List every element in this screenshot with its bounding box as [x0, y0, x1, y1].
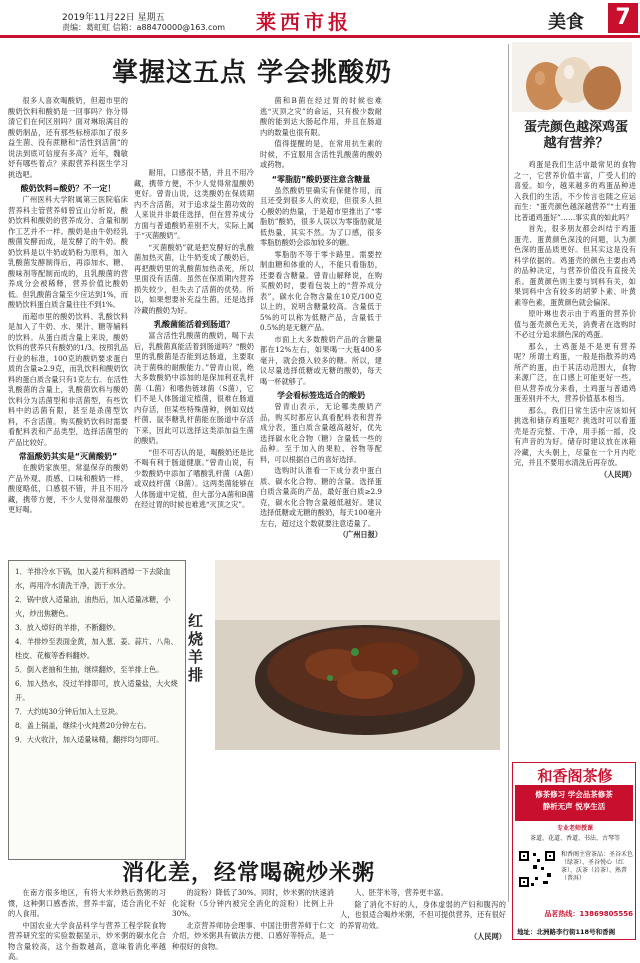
newspaper-logo: 莱西市报	[256, 10, 352, 34]
ad-courses: 茶道、花道、香道、书法、古琴等	[529, 835, 620, 842]
page-number: 7	[608, 3, 638, 33]
ad-address: 地址：北洲路李行街118号和香阁	[517, 928, 616, 936]
page-header	[0, 0, 640, 34]
qr-code-icon	[517, 849, 557, 889]
yogurt-subhead-1: 酸奶饮料=酸奶？不一定！	[20, 184, 116, 193]
recipe-step: 9．大火收汁，加入适量味精，翻拌均匀即可。	[15, 735, 164, 744]
yogurt-subhead-2: 常温酸奶其实是“灭菌酸奶”	[18, 452, 118, 461]
recipe-step: 2．锅中放入适量油，油热后，加入适量冰糖，小火，炒出焦糖色。	[15, 595, 171, 618]
porridge-column-2: 的淀粉）降低了30%。同时，炒米粥的快速消化淀粉（5分钟内被完全消化的淀粉）比例上升30%。 北京营养师协会理事、中国注册营养师于仁文介绍，炒米粥具有做法方便、口感好等特点，是一种很好的食物。	[172, 888, 334, 951]
recipe-step: 1．羊排冷水下锅，加入姜片和料酒焯一下去除血水，再用冷水清洗干净，沥干水分。	[15, 567, 171, 590]
recipe-step: 3．放入焯好的羊排，不断翻炒。	[15, 623, 121, 632]
yogurt-headline: 掌握这五点 学会挑酸奶	[112, 58, 393, 88]
recipe-title: 红烧羊排	[188, 612, 204, 684]
ad-products: 和香阁主营茶品：圣谷禾色（绿茶）、圣谷悦心（红茶）、沃茶（岩茶）、熟普（普洱）	[561, 851, 634, 882]
ad-title: 和香阁茶修	[537, 767, 613, 785]
recipe-step: 5．倒入老抽和生抽，继续翻炒，至羊排上色。	[15, 665, 164, 674]
header-divider	[0, 35, 640, 38]
column-divider	[508, 44, 509, 902]
porridge-column-3: 人、胚芽米等，营养更丰富。 除了消化不好的人，身体虚弱的产妇和腹泻的人，也很适合喝炒米粥，不但可提供营养，还有很好的养胃功效。 （人民网）	[340, 888, 506, 941]
lamb-ribs-photo	[215, 560, 500, 750]
yogurt-source: （广州日报）	[338, 530, 382, 539]
ad-phone: 品茗热线：13869805556	[544, 910, 633, 918]
yogurt-column-3: 菌和B菌在经过胃的时候也难逃“灭顶之灾”的命运，只有极少数耐酸的能到达大肠起作用，并且在肠道内的数量也很有限。 值得提醒的是，在常用抗生素的时候，不宜服用含活性乳酸菌的酸奶或药物。 “零脂肪”酸奶要注意含糖量 虽然酸奶里确实有保健作用，而且还受到很多人的欢迎，但很多人担心酸奶的热量，于是超市里推出了“零脂肪”酸奶，很多人误以为零脂肪就是低热量，其实不然。为了口感，很多零脂肪酸奶会添加较多的糖。 零脂肪不等于零卡路里。需要控制血糖和体重的人，不能只看脂肪，还要看含糖量。曾青山解释说，在购买酸奶时，要看包装上的“营养成分表”，碳水化合物含量在10克/100克以上的，说明含糖量较高。含量低于5%的可以称为低糖产品，含量低于0.5%的是无糖产品。 市面上大多数酸奶产品的含糖量都在12%左右，如果喝一大瓶400多毫升，就会摄入较多的糖。所以，建议尽量选择低糖或无糖的酸奶，每天喝一杯就够了。 学会看标签选适合的酸奶 曾青山表示，无论哪类酸奶产品，购买时都应认真看配料表和营养成分表，蛋白质含量越高越好，优先选择碳水化合物（糖）含量低一些的品种。至于加入的果粒、谷物等配料，可以根据自己的喜好选择。 选购时认准看一下成分表中蛋白质、碳水化合物、糖的含量。选择蛋白质含量高的产品，最好蛋白质≥2.9克，碳水化合物含量越低越好。建议选择低糖或无糖的酸奶，每天100毫升左右，超过这个数就要注意适量了。 （广州日报）	[260, 96, 382, 539]
yogurt-photo-placeholder	[386, 96, 506, 236]
yogurt-column-1: 很多人喜欢喝酸奶，但超市里的酸奶饮料和酸奶是一回事吗？你分得清它们在何区别吗？面对琳琅满目的酸奶制品，还有那些标榜添加了很多益生菌、没有蔗糖和“活性到活菌”的说法到底可信度有多高？近年，魏敏妤有哪些着点？来跟营养科医生学习挑选吧。 酸奶饮料=酸奶？不一定！ 广州医科大学附属第三医院临床营养科主管营养师曾宜山分析说，酸奶饮料和酸奶的营养成分、含量和制作工艺并不一样。酸奶是由牛奶经乳酸菌发酵而成，是发酵了的牛奶。酸奶饮料是以牛奶或奶粉为原料，加入乳酸菌发酵制得后，再添加水、糖、酸味剂等配制而成的，且乳酸菌的营养成分会被稀释，营养价值比酸奶低。但乳酸菌含量至少应达到1%，而酸奶饮料蛋白质含量往往不到1%。 而超市里的酸奶饮料、乳酸饮料是加入了牛奶、水、果汁、糖等辅料的饮料。从蛋白质含量上来说，酸奶饮料的营养只有酸奶的1/3。按照乳品行业的标准，100克的酸奶要求蛋白质的含量≥2.9克，而乳饮料和酸奶饮料的蛋白质含量只有1克左右。在活性乳酸菌的含量上，乳酸菌饮料与酸奶饮料分为活菌型和非活菌型，有些饮料中的活菌有限，甚至是杀菌型饮料，不含活菌。购买酸奶饮料时需要看配料表和产品类型，选择活菌型的产品比较好。 常温酸奶其实是“灭菌酸奶” 在酸奶家族里，常温保存的酸奶产品外观、质感、口味和酸奶一样，酸度略低，口感很不错，并且不用冷藏，携带方便，不少人觉得常温酸奶更好喝。	[8, 96, 128, 514]
yogurt-subhead-4: “零脂肪”酸奶要注意含糖量	[271, 174, 371, 184]
porridge-column-1: 在南方很多地区，有将大米炒熟后熬粥的习惯，这种粥口感香浓，营养丰富，适合消化不好的人食用。 中国农业大学食品科学与营养工程学院食物营养研究室的实验数据显示，炒米粥的碳水化合物含量较高，这个指数越高，意味着消化率越高。	[8, 888, 166, 961]
yogurt-subhead-3: 乳酸菌能活着到肠道？	[154, 320, 234, 329]
egg-headline: 蛋壳颜色越深鸡蛋越有营养？	[523, 120, 628, 151]
recipe-step: 8．盖上锅盖，继续小火炖煮20分钟左右。	[15, 721, 151, 730]
ad-teacher-line: 专业老师授课	[556, 825, 593, 832]
editor-info: 责编：葛虹虹 信箱：a88470000@163.com	[62, 23, 226, 32]
eggs-image	[512, 42, 632, 112]
tea-house-ad	[512, 762, 636, 940]
yogurt-subhead-5: 学会看标签选适合的酸奶	[277, 391, 365, 400]
egg-column: 鸡蛋是我们生活中最常见的食物之一，它营养价值丰富，广受人们的喜爱。如今，越来越多的鸡蛋品种进入我们的生活，不少传言也随之应运而生：“蛋壳颜色越深越营养”“土鸡蛋比普通鸡蛋好”……事实真的如此吗？ 首先，很多朋友都会纠结于鸡蛋蛋壳、蛋黄颜色深浅的问题，认为颜色深的蛋品质更好。但其实这是没有科学依据的。鸡蛋壳的颜色主要由鸡的品种决定，与营养价值没有直接关系。蛋黄颜色则主要与饲料有关，如果饲料中含有较多的胡萝卜素、叶黄素等色素，蛋黄颜色就会偏深。 原叶琳也表示由于鸡蛋的营养价值与蛋壳颜色无关，消费者在选购时不必过分追求颜色深的鸡蛋。 那么，土鸡蛋是不是更有营养呢？所谓土鸡蛋，一般是指散养的鸡所产的蛋，由于其活动范围大，食物来源广泛，在口感上可能更好一些。但从营养成分来看，土鸡蛋与普通鸡蛋差别并不大，营养价值基本相当。 那么，我们日常生活中应该如何挑选和储存鸡蛋呢？挑选时可以看蛋壳是否完整、干净，用手摇一摇，没有声音的为好。储存时建议放在冰箱冷藏，大头朝上，尽量在一个月内吃完，并且不要用水清洗后再存放。 （人民网）	[514, 160, 636, 479]
recipe-step: 6．加入热水，没过羊排即可，放入适量盐，大火烧开。	[15, 679, 178, 702]
ad-slogan-band: 修茶修习 学会品茶修茶 静析无声 悦享生活	[515, 785, 633, 821]
egg-source: （人民网）	[600, 469, 636, 479]
recipe-steps-box	[8, 560, 186, 860]
section-name: 美食	[548, 12, 584, 33]
yogurt-column-2: 耐用，口感很不错，并且不用冷藏，携带方便，不少人觉得常温酸奶更好。曾青山说，这类酸奶在保质期内不含活菌，对于追求益生菌功效的人来说并非最佳选择，但在营养成分方面与普通酸奶差别不大，实际上属于“灭菌酸奶”。 “灭菌酸奶”就是把发酵好的乳酸菌加热灭菌，让牛奶变成了酸奶后，再把酸奶里的乳酸菌加热杀死，所以里面没有活菌。虽然在保质期内营养损失较少，但失去了活菌的优势。所以，如果想要补充益生菌，还是选择冷藏的酸奶为好。 乳酸菌能活着到肠道？ 富含活性乳酸菌的酸奶，喝下去后，乳酸菌真能活着到肠道吗？“酸奶里的乳酸菌是否能到达肠道，主要取决于菌株的耐酸能力。”曾青山说，绝大多数酸奶中添加的是保加利亚乳杆菌（L菌）和嗜热链球菌（S菌），它们不是人体肠道定植菌，很难在肠道内存活，但某些特殊菌种，例如双歧杆菌、鼠李糖乳杆菌能在肠道中存活下来，因此可以选择这类添加益生菌的酸奶。 “但不可否认的是，喝酸奶还是比不喝有利于肠道健康。”曾青山说，有少数酸奶中添加了嗜酸乳杆菌（A菌）或双歧杆菌（B菌）。这两类菌能够在人体肠道中定植，但大部分A菌和B菌在经过胃的时候也难逃“灭顶之灾”。	[134, 168, 254, 509]
porridge-source: （人民网）	[470, 932, 506, 941]
recipe-step: 7．大约炖30分钟后加入土豆块。	[15, 707, 123, 716]
recipe-step: 4．羊排炒至表面金黄，加入葱、姜、蒜片、八角、桂皮、花椒等香料翻炒。	[15, 637, 178, 660]
issue-date: 2019年11月22日 星期五	[62, 13, 165, 23]
rice-porridge-headline: 消化差，经常喝碗炒米粥	[122, 861, 376, 886]
